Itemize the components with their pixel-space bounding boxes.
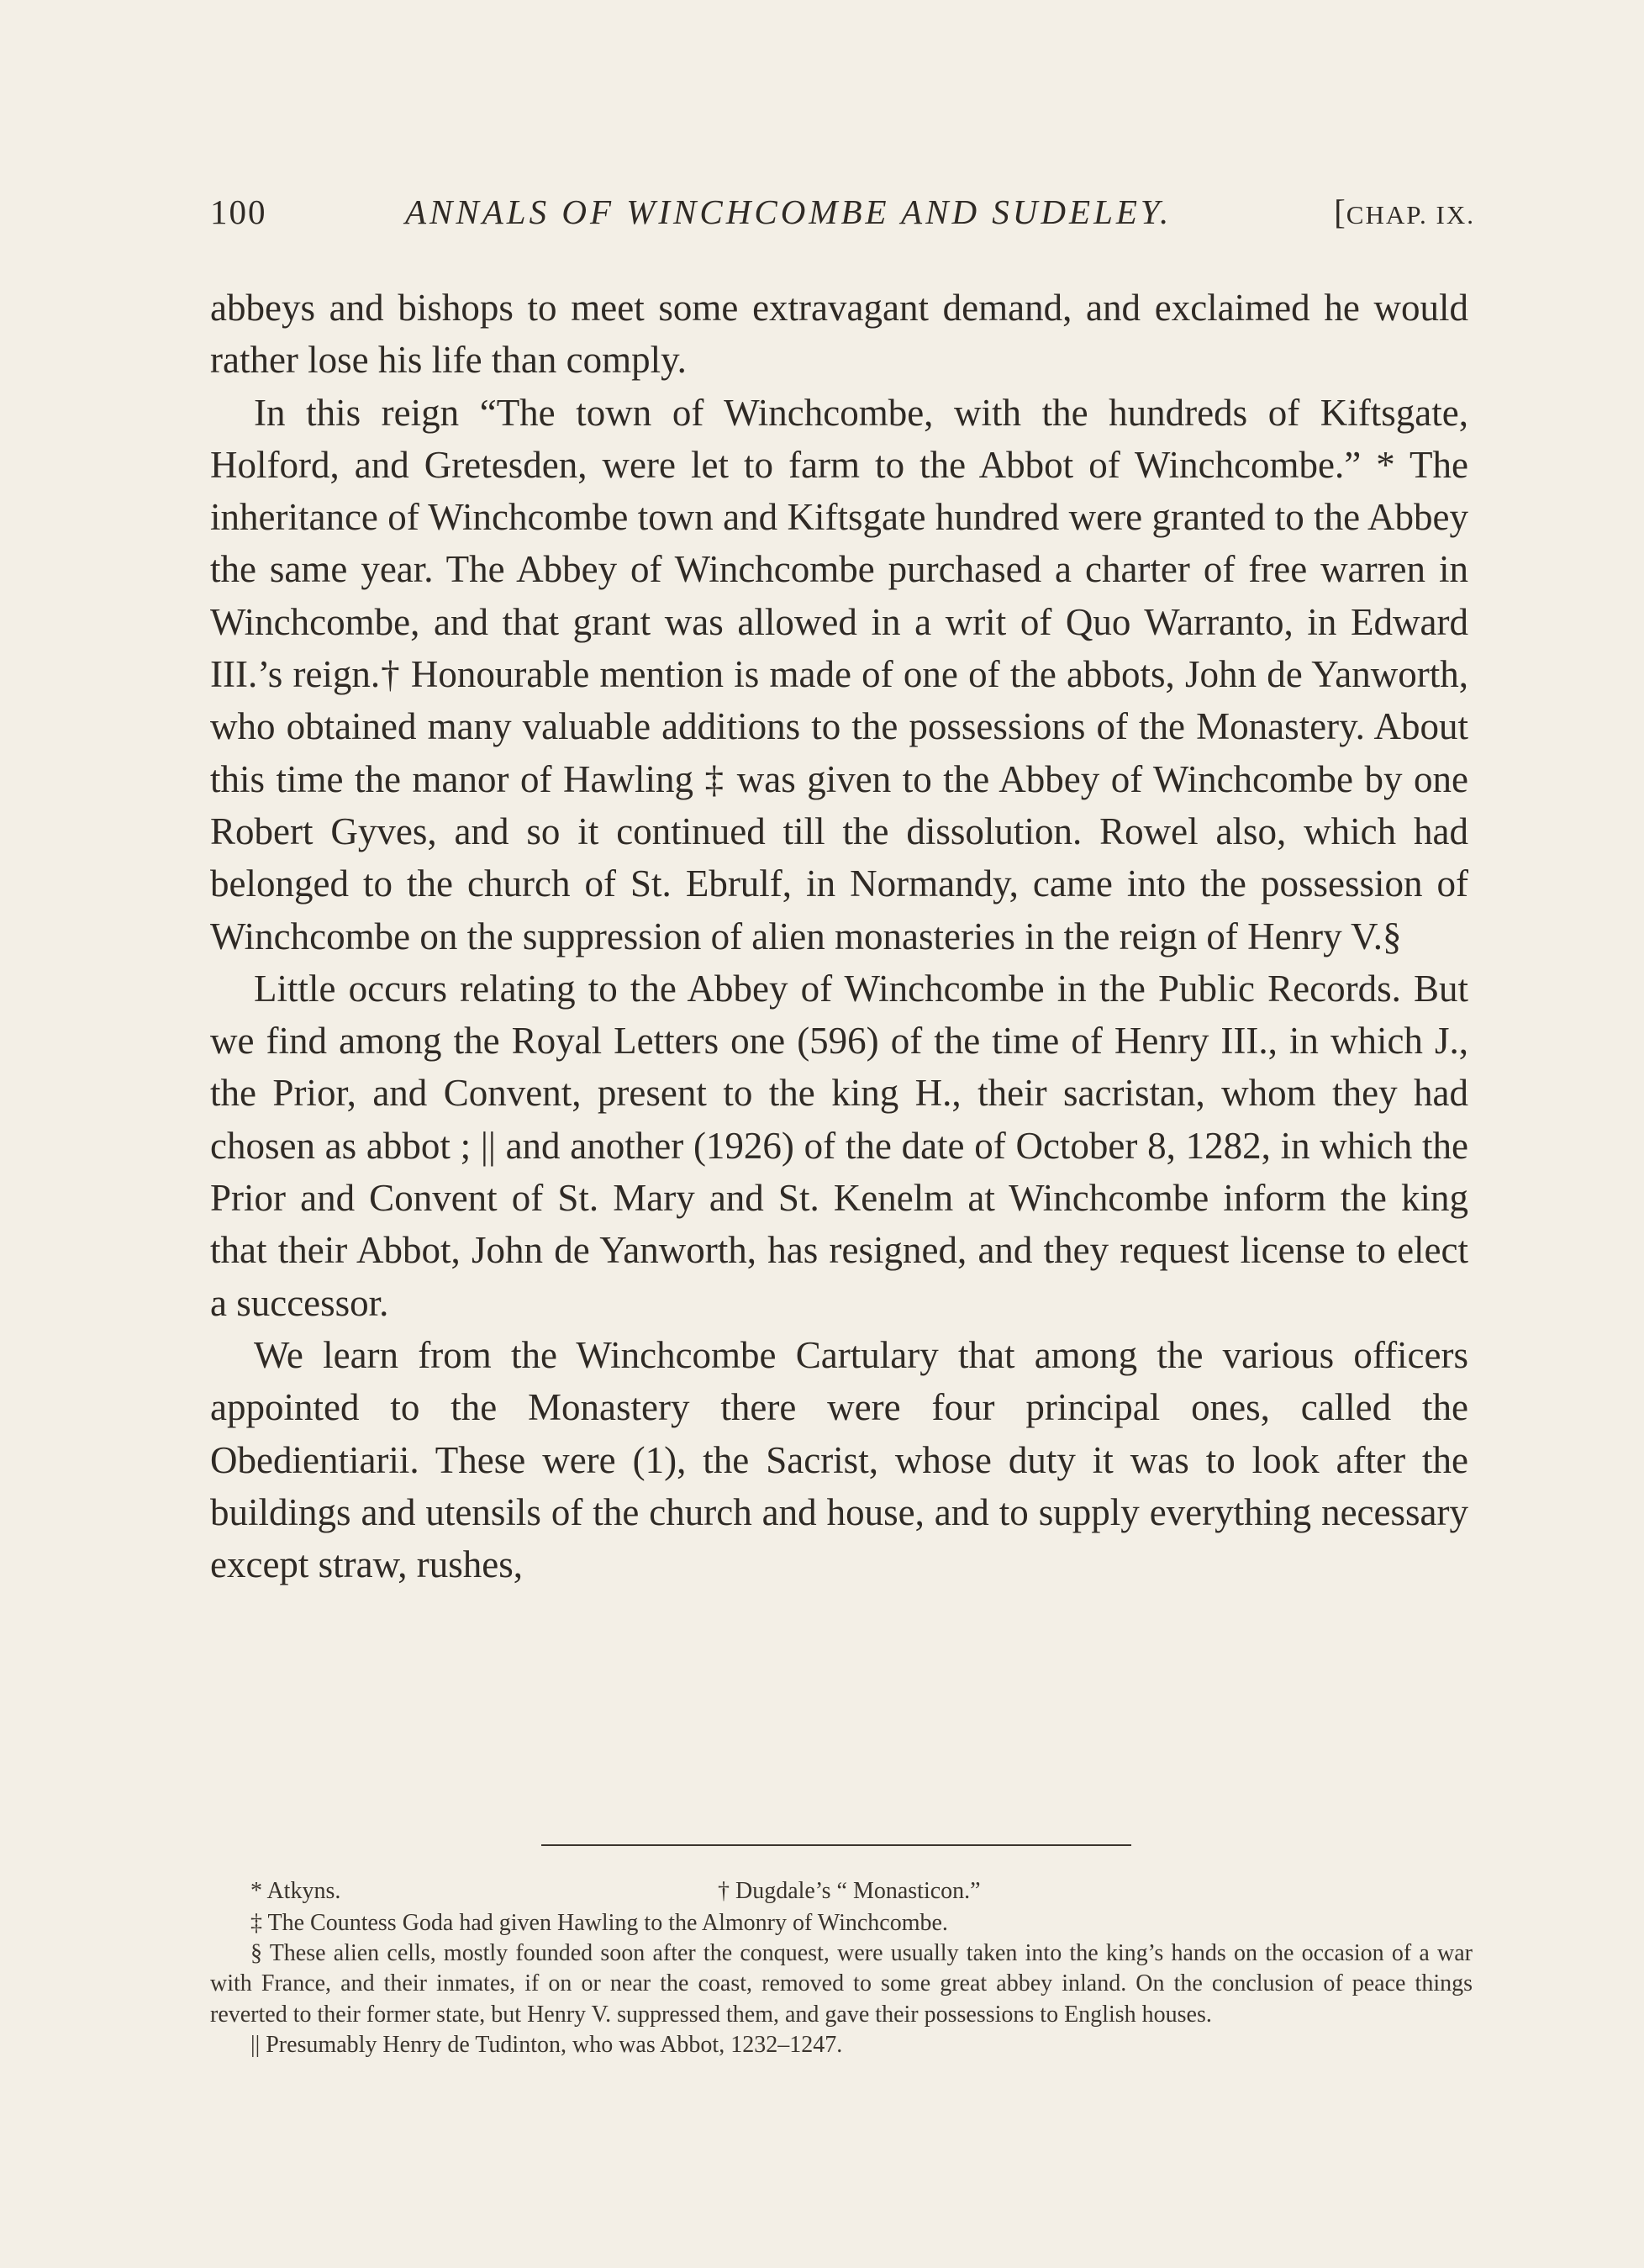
footnote-divider [541, 1844, 1131, 1846]
paragraph: We learn from the Winchcombe Cartulary that among the various officers appointed to the Monastery there were four principal ones, called the Obedientiarii. These were (1), the Sacrist, whose duty it was to look after the buildings and utensils of the church and house, and to supply everything necessary except straw, rushes, [210, 1333, 1468, 1586]
paragraph: Little occurs relating to the Abbey of Winchcombe in the Public Records. But we find among the Royal Letters one (596) of the time of Henry III., in which J., the Prior, and Convent, present to the king H., their sacristan, whom they had chosen as abbot ; || and another (1926) of the date of October 8, 1282, in which the Prior and Convent of St. Mary and St. Kenelm at Winchcombe inform the king that their Abbot, John de Yanworth, has resigned, and they request license to elect a successor. [210, 967, 1468, 1324]
footnote-atkyns: * Atkyns. [250, 1878, 341, 1904]
chapter-bracket: [ [1334, 193, 1346, 231]
chapter-label: CHAP. IX. [1346, 200, 1475, 229]
chapter-marker [1334, 192, 1475, 232]
running-header [210, 192, 1475, 242]
footnote-countess-goda: ‡ The Countess Goda had given Hawling to the Almonry of Winchcombe. [250, 1910, 948, 1936]
footnote-tudinton: || Presumably Henry de Tudinton, who was Abbot, 1232–1247. [250, 2031, 843, 2058]
paragraph-continued: abbeys and bishops to meet some extravagant demand, and exclaimed he would rather lose his life than comply. [210, 287, 1468, 382]
paragraph: In this reign “The town of Winchcombe, with the hundreds of Kiftsgate, Holford, and Gretesden, were let to farm to the Abbot of Winchcombe.” * The inheritance of Winchcombe town and Kiftsgate hundred were granted to the Abbey the same year. The Abbey of Winchcombe purchased a charter of free warren in Winchcombe, and that grant was allowed in a writ of Quo Warranto, in Edward III.’s reign.† Honourable mention is made of one of the abbots, John de Yanworth, who obtained many valuable additions to the possessions of the Monastery. About this time the manor of Hawling ‡ was given to the Abbey of Winchcombe by one Robert Gyves, and so it continued till the dissolution. Rowel also, which had belonged to the church of St. Ebrulf, in Normandy, came into the possession of Winchcombe on the suppression of alien monasteries in the reign of Henry V.§ [210, 391, 1468, 957]
footnote-alien-cells: § These alien cells, mostly founded soon after the conquest, were usually taken into the king’s hands on the occasion of a war with France, and their inmates, if on or near the coast, removed to some great abbey inland. On the conclusion of peace things reverted to their former state, but Henry V. suppressed them, and gave their possessions to English houses. [210, 1940, 1473, 2028]
body-text [210, 282, 1468, 1590]
page-number: 100 [210, 193, 267, 231]
footnote-row [250, 1876, 1473, 1908]
footnotes [210, 1876, 1473, 2060]
running-title: ANNALS OF WINCHCOMBE AND SUDELEY. [405, 193, 1172, 231]
footnote-dugdale: † Dugdale’s “ Monasticon.” [718, 1878, 981, 1904]
